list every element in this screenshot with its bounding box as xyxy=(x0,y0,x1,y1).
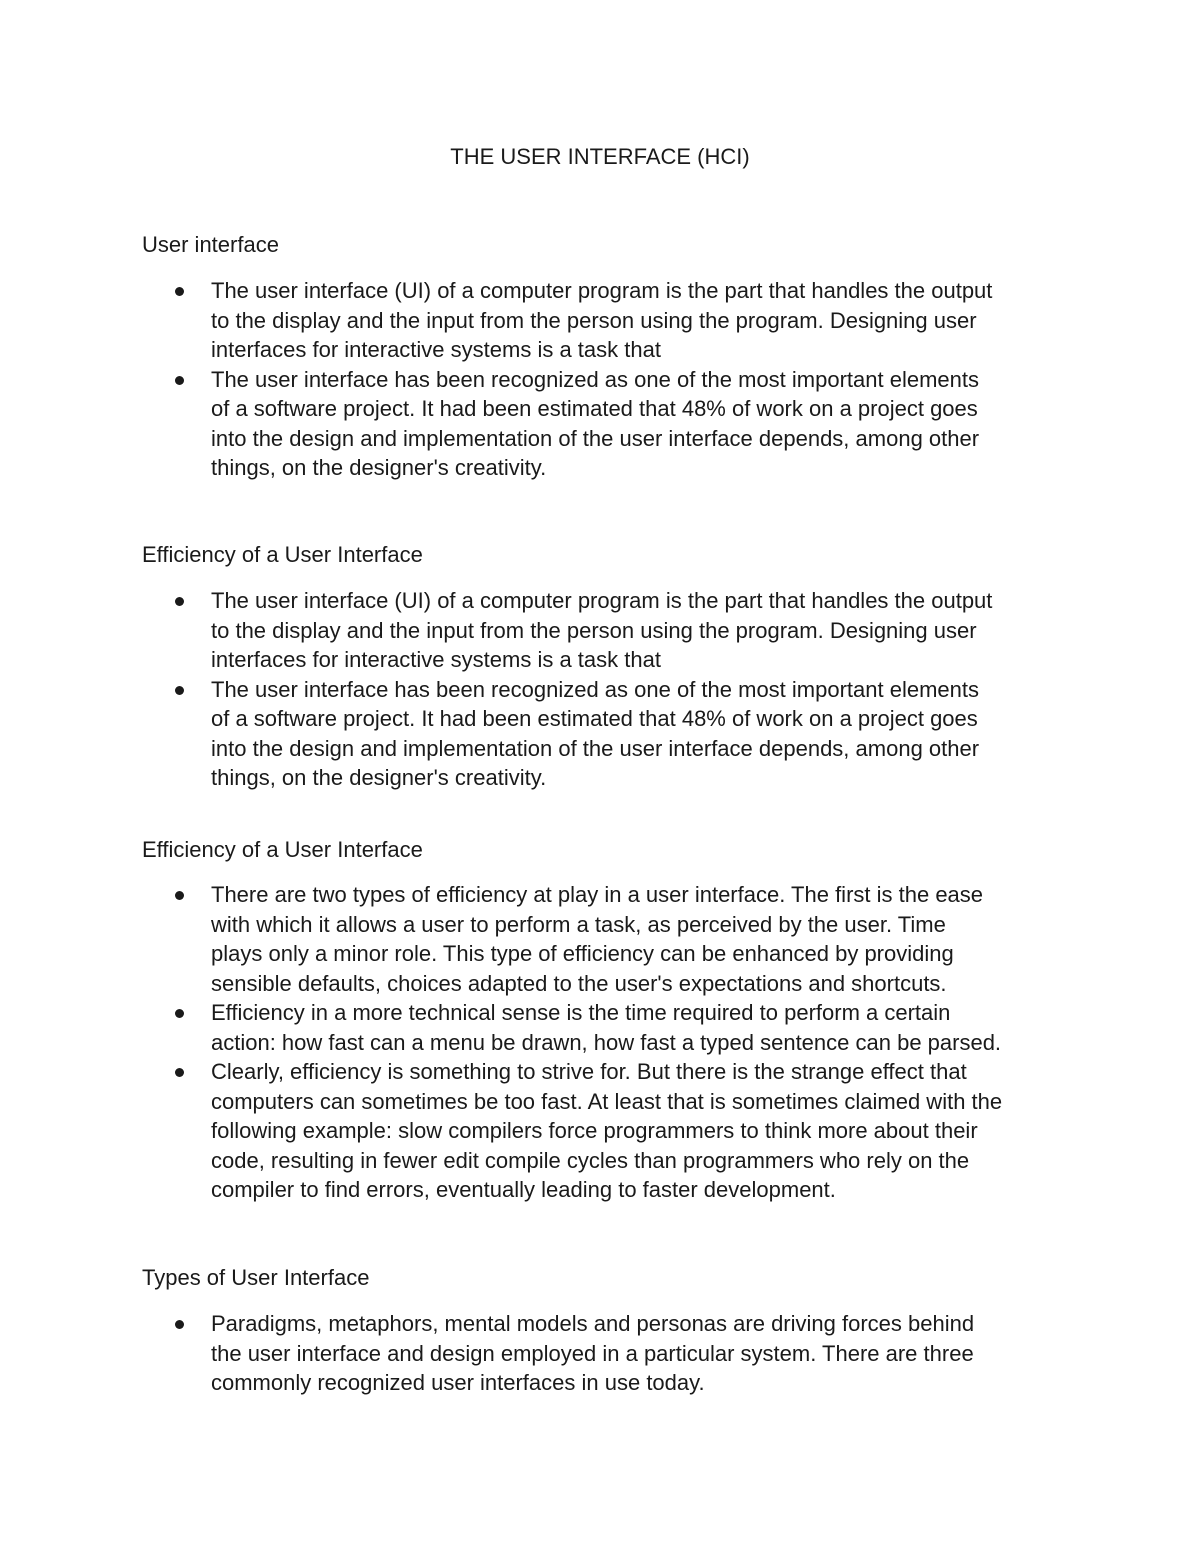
bullet-icon xyxy=(175,1009,184,1018)
list-item xyxy=(142,675,1072,793)
bullet-list xyxy=(142,276,1072,483)
bullet-icon xyxy=(175,1320,184,1329)
section-efficiency-2 xyxy=(142,836,1072,1205)
text-line: following example: slow compilers force programmers to think more about their xyxy=(211,1118,978,1143)
list-item xyxy=(142,365,1072,483)
text-line: Clearly, efficiency is something to strive for. But there is the strange effect that xyxy=(211,1059,967,1084)
text-line: Paradigms, metaphors, mental models and personas are driving forces behind xyxy=(211,1311,975,1336)
bullet-list xyxy=(142,880,1072,1205)
list-item xyxy=(142,276,1072,365)
text-line: code, resulting in fewer edit compile cycles than programmers who rely on the xyxy=(211,1147,970,1173)
section-heading: User interface xyxy=(142,232,279,257)
bullet-icon xyxy=(175,686,184,695)
section-heading: Types of User Interface xyxy=(142,1265,370,1290)
text-line: The user interface has been recognized as one of the most important elements xyxy=(211,676,979,702)
text-line: interfaces for interactive systems is a task that xyxy=(211,337,661,362)
text-line: The user interface has been recognized as one of the most important elements xyxy=(211,366,979,392)
text-line: plays only a minor role. This type of efficiency can be enhanced by providing xyxy=(211,941,954,966)
text-line: sensible defaults, choices adapted to the user's expectations and shortcuts. xyxy=(211,970,947,996)
bullet-list xyxy=(142,1309,1072,1398)
section-user-interface xyxy=(142,231,1072,483)
text-line: into the design and implementation of the user interface depends, among other xyxy=(211,425,980,451)
text-line: to the display and the input from the person using the program. Designing user xyxy=(211,617,977,643)
text-line: interfaces for interactive systems is a task that xyxy=(211,647,661,672)
section-heading: Efficiency of a User Interface xyxy=(142,542,423,567)
document-title: THE USER INTERFACE (HCI) xyxy=(450,144,750,169)
bullet-icon xyxy=(175,1068,184,1077)
bullet-list xyxy=(142,586,1072,793)
text-line: the user interface and design employed in a particular system. There are three xyxy=(211,1340,974,1366)
text-line: compiler to find errors, eventually leading to faster development. xyxy=(211,1177,836,1202)
list-item xyxy=(142,998,1072,1057)
text-line: things, on the designer's creativity. xyxy=(211,455,547,480)
text-line: of a software project. It had been estimated that 48% of work on a project goes xyxy=(211,396,978,421)
bullet-icon xyxy=(175,376,184,385)
list-item xyxy=(142,1057,1072,1205)
text-line: commonly recognized user interfaces in use today. xyxy=(211,1370,705,1395)
text-line: to the display and the input from the person using the program. Designing user xyxy=(211,307,977,333)
text-line: There are two types of efficiency at play in a user interface. The first is the ease xyxy=(211,882,984,907)
text-line: things, on the designer's creativity. xyxy=(211,765,547,790)
text-line: The user interface (UI) of a computer program is the part that handles the output xyxy=(211,278,993,303)
list-item xyxy=(142,880,1072,998)
section-efficiency-1 xyxy=(142,541,1072,793)
section-heading: Efficiency of a User Interface xyxy=(142,837,423,862)
text-line: The user interface (UI) of a computer program is the part that handles the output xyxy=(211,588,993,613)
list-item xyxy=(142,1309,1072,1398)
bullet-icon xyxy=(175,287,184,296)
text-line: into the design and implementation of the user interface depends, among other xyxy=(211,735,980,761)
text-line: Efficiency in a more technical sense is the time required to perform a certain xyxy=(211,1000,951,1025)
text-line: of a software project. It had been estimated that 48% of work on a project goes xyxy=(211,706,978,731)
list-item xyxy=(142,586,1072,675)
bullet-icon xyxy=(175,891,184,900)
bullet-icon xyxy=(175,597,184,606)
text-line: with which it allows a user to perform a task, as perceived by the user. Time xyxy=(211,911,946,937)
text-line: action: how fast can a menu be drawn, how fast a typed sentence can be parsed. xyxy=(211,1029,1002,1055)
section-types-of-ui xyxy=(142,1264,1072,1398)
text-line: computers can sometimes be too fast. At least that is sometimes claimed with the xyxy=(211,1088,1003,1114)
